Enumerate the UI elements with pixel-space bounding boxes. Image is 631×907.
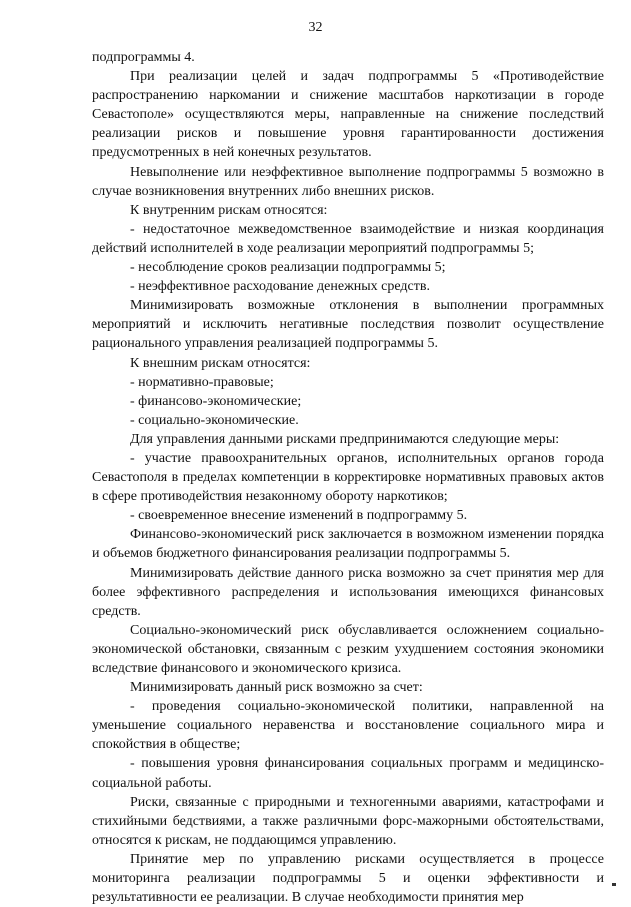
paragraph: Для управления данными рисками предпринимаются следующие меры:	[130, 431, 560, 447]
paragraph: - участие правоохранительных органов, исполнительных органов города Севастополя в пределах компетенции в корректировке нормативных правовых актов в сфере противодействия незаконному обороту наркотиков;	[92, 450, 604, 505]
page-number: 32	[308, 20, 323, 35]
document-body	[92, 48, 604, 907]
scan-mark	[612, 883, 616, 886]
paragraph: - нормативно-правовые;	[130, 374, 274, 390]
paragraph: - социально-экономические.	[130, 412, 299, 428]
paragraph: Минимизировать возможные отклонения в выполнении программных мероприятий и исключить негативные последствия позволит осуществление рационального управления реализацией подпрограммы 5.	[92, 298, 604, 352]
paragraph: - своевременное внесение изменений в подпрограмму 5.	[130, 508, 468, 524]
paragraph: Социально-экономический риск обуславливается осложнением социально-экономической обстановки, связанным с резким ухудшением состояния экономики вследствие финансового и экономического кризиса.	[92, 622, 604, 676]
paragraph: - проведения социально-экономической политики, направленной на уменьшение социального неравенства и восстановление социального мира и спокойствия в обществе;	[92, 699, 604, 753]
paragraph: Невыполнение или неэффективное выполнение подпрограммы 5 возможно в случае возникновения внутренних либо внешних рисков.	[92, 164, 604, 199]
paragraph: - неэффективное расходование денежных средств.	[130, 279, 430, 295]
paragraph: - несоблюдение сроков реализации подпрограммы 5;	[130, 260, 446, 276]
paragraph: Риски, связанные с природными и техногенными авариями, катастрофами и стихийными бедствиями, а также различными форс-мажорными обстоятельствами, относятся к рискам, не поддающимся управлению.	[92, 794, 604, 848]
paragraph: Минимизировать данный риск возможно за счет:	[130, 680, 423, 696]
paragraph: К внутренним рискам относятся:	[130, 202, 328, 218]
paragraph: подпрограммы 4.	[92, 50, 195, 65]
paragraph: При реализации целей и задач подпрограммы 5 «Противодействие распространению наркомании и снижение масштабов наркотизации в городе Севастополе» осуществляются меры, направленные на снижение последствий реализации рисков и повышение уровня гарантированности достижения предусмотренных в ней конечных результатов.	[92, 69, 604, 161]
paragraph: Принятие мер по управлению рисками осуществляется в процессе мониторинга реализации подпрограммы 5 и оценки эффективности и результативности ее реализации. В случае необходимости принятия мер	[92, 851, 604, 906]
paragraph: К внешним рискам относятся:	[130, 355, 311, 371]
paragraph: Финансово-экономический риск заключается в возможном изменении порядка и объемов бюджетного финансирования реализации подпрограммы 5.	[92, 527, 604, 562]
paragraph: - повышения уровня финансирования социальных программ и медицинско-социальной работы.	[92, 756, 604, 791]
paragraph: - недостаточное межведомственное взаимодействие и низкая координация действий исполнителей в ходе реализации мероприятий подпрограммы 5;	[92, 221, 604, 256]
paragraph: Минимизировать действие данного риска возможно за счет принятия мер для более эффективного распределения и использования имеющихся финансовых средств.	[92, 565, 604, 619]
paragraph: - финансово-экономические;	[130, 393, 302, 409]
